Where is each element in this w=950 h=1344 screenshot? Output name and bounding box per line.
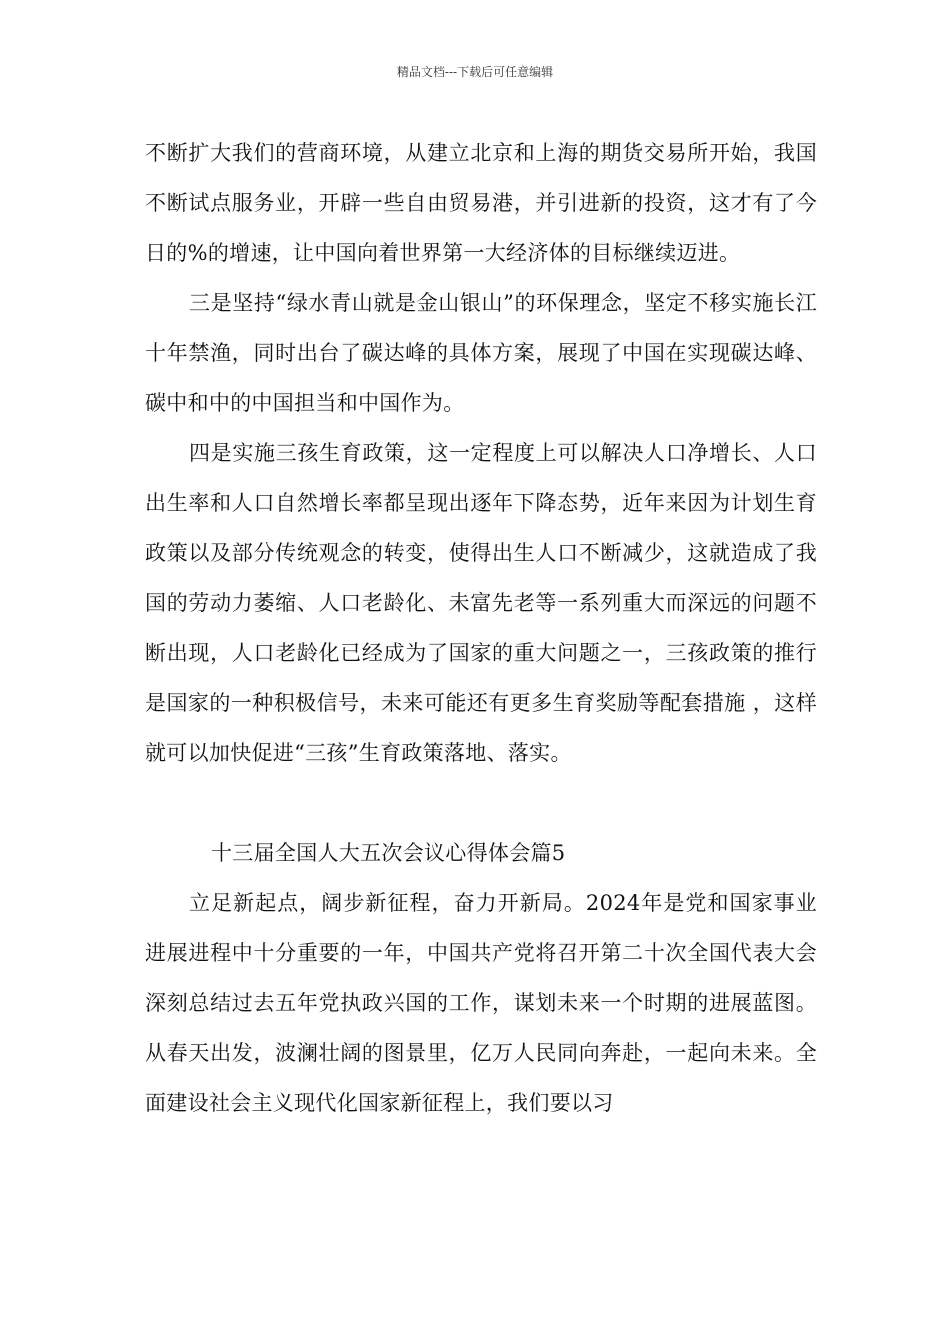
page-header: 精品文档---下载后可任意编辑: [396, 65, 554, 79]
paragraph-4: 立足新起点，阔步新征程，奋力开新局。2024年是党和国家事业进展进程中十分重要的一年，中国共产党将召开第二十次全国代表大会深刻总结过去五年党执政兴国的工作，谋划未来一个时期的进展蓝图。从春天出发，波澜壮阔的图景里，亿万人民同向奔赴，一起向未来。全面建设社会主义现代化国家新征程上，我们要以习: [145, 891, 817, 1115]
paragraph-2: 三是坚持“绿水青山就是金山银山”的环保理念，坚定不移实施长江十年禁渔，同时出台了碳达峰的具体方案，展现了中国在实现碳达峰、碳中和中的中国担当和中国作为。: [145, 291, 817, 415]
paragraph-3: 四是实施三孩生育政策，这一定程度上可以解决人口净增长、人口出生率和人口自然增长率都呈现出逐年下降态势，近年来因为计划生育政策以及部分传统观念的转变，使得出生人口不断减少，这就造成了我国的劳动力萎缩、人口老龄化、未富先老等一系列重大而深远的问题不断出现，人口老龄化已经成为了国家的重大问题之一，三孩政策的推行是国家的一种积极信号，未来可能还有更多生育奖励等配套措施 ，这样就可以加快促进“三孩”生育政策落地、落实。: [145, 441, 817, 765]
document-body: [145, 128, 817, 1128]
paragraph-1: 不断扩大我们的营商环境，从建立北京和上海的期货交易所开始，我国不断试点服务业，开辟一些自由贸易港，并引进新的投资，这才有了今日的%的增速，让中国向着世界第一大经济体的目标继续迈进。: [145, 141, 817, 265]
section-title: 十三届全国人大五次会议心得体会篇5: [211, 841, 566, 865]
